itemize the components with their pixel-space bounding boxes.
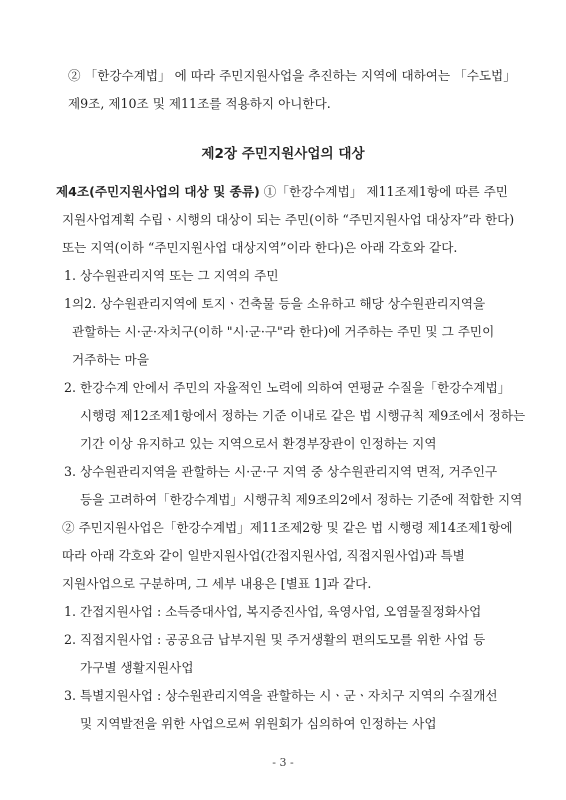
p2-item-1: 1. 간접지원사업 : 소득증대사업, 복지증진사업, 육영사업, 오염물질정화사업	[64, 604, 482, 619]
item-2-line-3: 기간 이상 유지하고 있는 지역으로서 환경부장관이 인정하는 지역	[80, 436, 437, 451]
paragraph-2-line-2: 따라 아래 각호와 같이 일반지원사업(간접지원사업, 직접지원사업)과 특별	[62, 548, 465, 563]
item-2-line-2: 시행령 제12조제1항에서 정하는 기준 이내로 같은 법 시행규칙 제9조에서 정하는	[80, 408, 526, 423]
article-4-line-2: 지원사업계획 수립ㆍ시행의 대상이 되는 주민(이하 “주민지원사업 대상자”라 한다)	[62, 212, 515, 227]
p2-item-3-line-2: 및 지역발전을 위한 사업으로써 위원회가 심의하여 인정하는 사업	[80, 716, 437, 731]
article-4-line-1	[56, 184, 508, 200]
item-1-2-line-2: 관할하는 시·군·자치구(이하 "시·군·구"라 한다)에 거주하는 주민 및 그 주민이	[72, 324, 495, 339]
item-1-2-line-3: 거주하는 마을	[72, 352, 149, 367]
item-1-2-line-1: 1의2. 상수원관리지역에 토지ㆍ건축물 등을 소유하고 해당 상수원관리지역을	[64, 296, 486, 311]
page-number: - 3 -	[272, 756, 294, 769]
item-1: 1. 상수원관리지역 또는 그 지역의 주민	[64, 268, 279, 283]
article-4-line-3: 또는 지역(이하 “주민지원사업 대상지역”이라 한다)은 아래 각호와 같다.	[62, 240, 458, 255]
p2-item-2-line-2: 가구별 생활지원사업	[80, 660, 194, 675]
paragraph-2-line-3: 지원사업으로 구분하며, 그 세부 내용은 [별표 1]과 같다.	[62, 576, 372, 591]
intro-line-1: ② 「한강수계법」 에 따라 주민지원사업을 추진하는 지역에 대하여는 「수도법」	[68, 68, 516, 83]
intro-line-2: 제9조, 제10조 및 제11조를 적용하지 아니한다.	[68, 96, 331, 111]
p2-item-3-line-1: 3. 특별지원사업 : 상수원관리지역을 관할하는 시ㆍ군ㆍ자치구 지역의 수질개선	[64, 688, 498, 703]
chapter-title: 제2장 주민지원사업의 대상	[201, 146, 365, 162]
item-3-line-1: 3. 상수원관리지역을 관할하는 시·군·구 지역 중 상수원관리지역 면적, 거주인구	[64, 464, 498, 479]
article-4-line-1-text: ①「한강수계법」 제11조제1항에 따른 주민	[259, 184, 508, 199]
paragraph-2-line-1: ② 주민지원사업은「한강수계법」제11조제2항 및 같은 법 시행령 제14조제1항에	[62, 520, 513, 535]
item-2-line-1: 2. 한강수계 안에서 주민의 자율적인 노력에 의하여 연평균 수질을「한강수계법」	[64, 380, 511, 395]
article-4-title: 제4조(주민지원사업의 대상 및 종류)	[56, 184, 260, 199]
p2-item-2-line-1: 2. 직접지원사업 : 공공요금 납부지원 및 주거생활의 편의도모를 위한 사업 등	[64, 632, 486, 647]
item-3-line-2: 등을 고려하여「한강수계법」시행규칙 제9조의2에서 정하는 기준에 적합한 지역	[80, 492, 523, 507]
